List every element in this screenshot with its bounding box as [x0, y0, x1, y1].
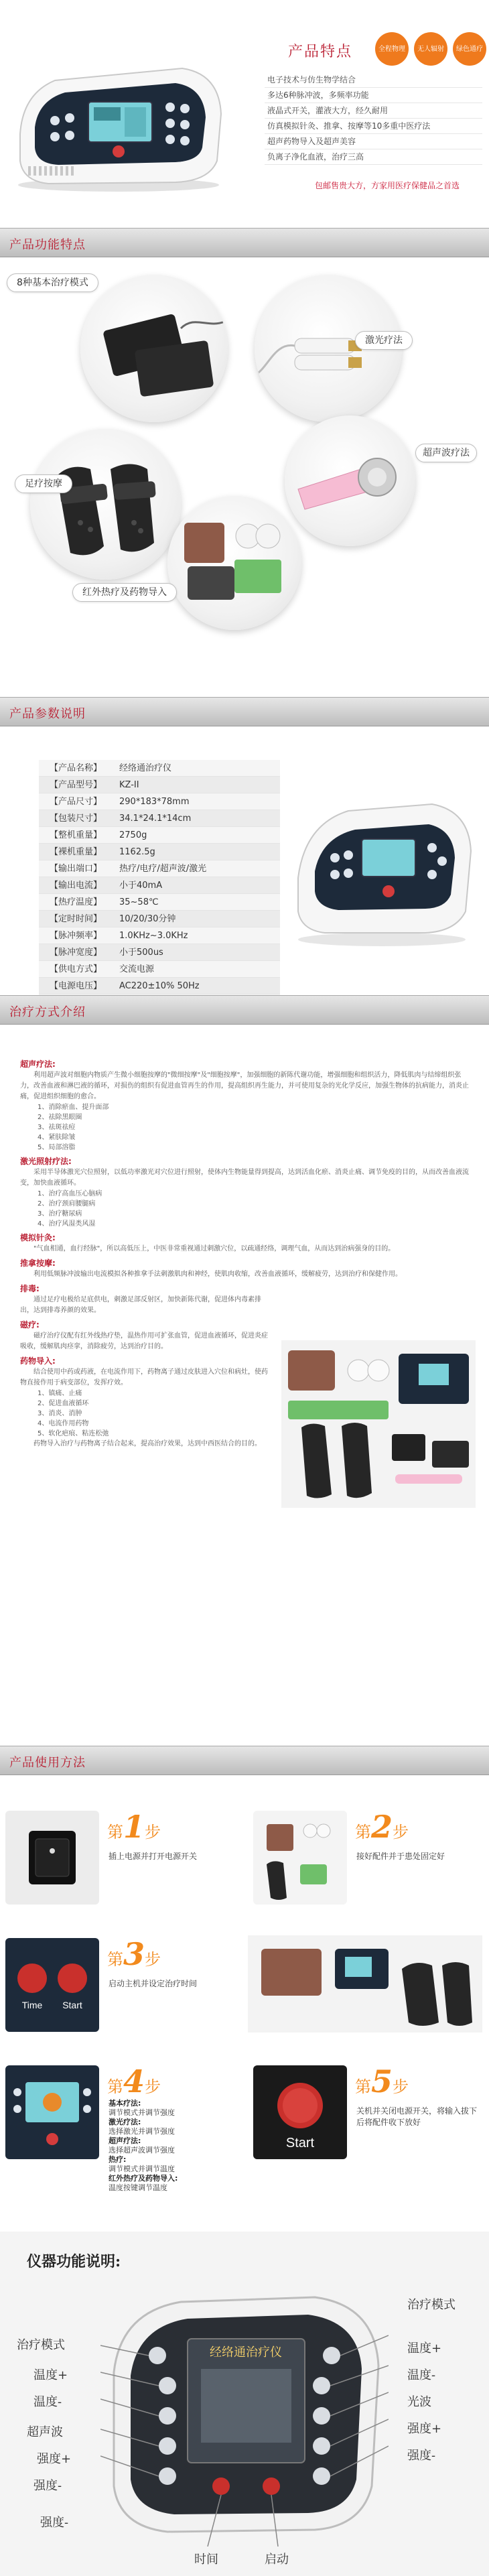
svg-text:Time: Time: [21, 2000, 43, 2010]
therapy-accessories-image: [281, 1340, 476, 1508]
infrared-pad-image: [167, 496, 301, 630]
section-title: 产品功能特点: [9, 238, 86, 252]
start-button-image: [253, 2065, 347, 2159]
therapy-device-image: [8, 54, 229, 194]
step-number: 第5步: [355, 2063, 409, 2100]
panel-title: 仪器功能说明:: [27, 2253, 121, 2270]
hero-slogan: 包邮售贵大方，方家用医疗保健品之首选: [315, 181, 460, 190]
param-row: 【输出电流】 小于40mA: [39, 877, 280, 894]
therapy-item: 2、祛除黑眼圈: [38, 1114, 82, 1121]
panel-label-left: 强度-: [40, 2516, 69, 2530]
device-screen-image: [5, 2065, 99, 2159]
params-table: [39, 760, 280, 1011]
hero-feature: 负离子净化血液，治疗三高: [265, 149, 482, 165]
therapy-section: [0, 1035, 489, 1739]
therapy-item: 1、消除瘀血、提升面部: [38, 1104, 109, 1111]
params-section: [0, 737, 489, 991]
param-device-image: [285, 764, 479, 952]
panel-label-right: 温度+: [407, 2341, 442, 2356]
step-3-photo: [248, 1929, 486, 2036]
panel-label-left: 温度+: [33, 2368, 68, 2382]
therapy-item: 3、消炎、消肿: [38, 1410, 82, 1417]
step-description: 插上电源并打开电源开关: [109, 1852, 198, 1861]
panel-label-bottom: 启动: [265, 2553, 289, 2567]
param-row: 【定时时间】 10/20/30分钟: [39, 911, 280, 927]
panel-label-right: 强度-: [407, 2449, 436, 2463]
therapy-paragraph: 结合使用中药或药液，在电流作用下，药物离子通过皮肤进入穴位和病灶，使药物直接作用于病变部位，发挥疗效。: [20, 1368, 268, 1387]
badge-no-radiation: 无人辐射: [414, 32, 447, 66]
step-4: [0, 2056, 238, 2190]
hero-feature: 超声药物导入及超声美容: [265, 134, 482, 149]
therapy-item: 1、治疗高血压心脑病: [38, 1190, 102, 1198]
param-row: 【脉冲宽度】 小于500us: [39, 944, 280, 961]
therapy-heading: 磁疗:: [20, 1320, 40, 1330]
param-row: 【整机重量】 2750g: [39, 827, 280, 844]
section-header-usage: [0, 1746, 489, 1775]
param-row: 【供电方式】 交流电源: [39, 961, 280, 978]
therapy-item: 2、治疗颈肩腰腿病: [38, 1200, 96, 1208]
panel-label-right: 温度-: [407, 2368, 436, 2382]
therapy-item: 4、治疗风湿类风湿: [38, 1220, 96, 1228]
feature-label-infrared: 红外热疗及药物导入: [72, 583, 177, 602]
panel-label-right: 治疗模式: [407, 2298, 456, 2312]
therapy-heading: 排毒:: [20, 1284, 40, 1293]
hero-feature: 仿真模拟针灸、推拿、按摩等10多重中医疗法: [265, 119, 482, 134]
section-title: 产品参数说明: [9, 707, 86, 721]
param-row: 【输出端口】 热疗/电疗/超声波/激光: [39, 860, 280, 877]
hero-feature: 多达6种脉冲波，多频率功能: [265, 88, 482, 103]
param-row: 【产品尺寸】 290*183*78mm: [39, 793, 280, 810]
panel-label-left: 治疗模式: [17, 2338, 65, 2352]
hero-feature-list: [265, 72, 482, 165]
feature-label-ultrasound: 超声波疗法: [415, 444, 477, 462]
svg-text:经络通治疗仪: 经络通治疗仪: [210, 2345, 282, 2360]
therapy-heading: 模拟针灸:: [20, 1233, 56, 1242]
hero-feature: 电子技术与仿生物学结合: [265, 72, 482, 88]
therapy-heading: 药物导入:: [20, 1356, 56, 1366]
step-5: [248, 2056, 486, 2163]
param-row: 【热疗温度】 35~58℃: [39, 894, 280, 911]
param-row: 【产品型号】 KZ-II: [39, 777, 280, 793]
param-row: 【裸机重量】 1162.5g: [39, 844, 280, 860]
therapy-paragraph: 药物导入治疗与药物离子结合起来，提高治疗效果，达到中西医结合的目的。: [33, 1440, 261, 1447]
step-description: 接好配件并于患处固定好: [356, 1852, 445, 1861]
ultrasound-probe-image: [285, 415, 415, 546]
therapy-item: 5、软化疤痕、粘连松弛: [38, 1430, 109, 1437]
power-switch-image: [5, 1811, 99, 1905]
panel-diagram-section: [0, 2232, 489, 2576]
param-row: 【包装尺寸】 34.1*24.1*14cm: [39, 810, 280, 827]
therapy-item: 2、促进血液循环: [38, 1400, 89, 1407]
param-row: 【产品名称】 经络通治疗仪: [39, 760, 280, 777]
param-row: 【电源电压】 AC220±10% 50Hz: [39, 978, 280, 994]
feature-label-modes: 8种基本治疗模式: [7, 273, 98, 292]
panel-label-bottom: 时间: [194, 2553, 218, 2567]
features-section: [0, 268, 489, 650]
step-2: [248, 1801, 486, 1909]
step-number: 第1步: [107, 1809, 161, 1845]
panel-label-right: 强度+: [407, 2422, 442, 2436]
treatment-photo: [248, 1929, 482, 2036]
panel-label-right: 光波: [407, 2395, 431, 2409]
badge-group: [375, 32, 486, 66]
section-title: 治疗方式介绍: [9, 1005, 86, 1019]
therapy-paragraph: 采用半导体激光穴位照射，以低功率激光对穴位进行照射，使体内生物能量得到提高，达到活血化瘀、消炎止痛、调节免疫的目的，从而改善血液流变，加快血液循环。: [20, 1169, 469, 1187]
therapy-item: 3、祛斑祛痘: [38, 1124, 76, 1131]
therapy-heading: 激光照射疗法:: [20, 1157, 72, 1166]
time-button-image: [5, 1938, 99, 2032]
accessories-image: [253, 1811, 347, 1905]
panel-label-left: 强度-: [33, 2479, 62, 2493]
step-number: 第3步: [107, 1936, 161, 1972]
badge-physical: 全程物理: [375, 32, 409, 66]
section-title: 产品使用方法: [9, 1756, 86, 1770]
therapy-heading: 超声疗法:: [20, 1059, 56, 1069]
hero-title: 产品特点: [288, 44, 353, 60]
hero-section: [0, 0, 489, 213]
step-3: [0, 1929, 238, 2036]
therapy-paragraph: 磁疗治疗仪配有红外线热疗垫，温热作用可扩张血管，促进血液循环，促进炎症吸收，缓解肌肉痉挛，消除疲劳，达到治疗目的。: [20, 1332, 268, 1350]
step-1: [0, 1801, 238, 1909]
therapy-item: 5、局部溶脂: [38, 1144, 76, 1151]
therapy-paragraph: 利用低频脉冲波输出电流模拟各种推拿手法刺激肌肉和神经，使肌肉收缩，改善血液循环，缓解疲劳，达到治疗和保健作用。: [33, 1271, 402, 1278]
panel-label-left: 温度-: [33, 2395, 62, 2409]
badge-green: 绿色通疗: [453, 32, 486, 66]
step-description: 基本疗法: 调节模式并调节强度 激光疗法: 选择激光并调节强度 超声疗法: 选择超声波调节强度 热疗: 调节模式并调节温度 红外热疗及药物导入: 温度按键调节温度: [109, 2099, 178, 2192]
hero-feature: 液晶式开关，灌液大方，经久耐用: [265, 103, 482, 119]
section-header-therapy: [0, 995, 489, 1025]
section-header-params: [0, 697, 489, 726]
svg-text:Start: Start: [285, 2136, 315, 2150]
step-number: 第2步: [355, 1809, 409, 1845]
foot-massage-image: [30, 429, 181, 580]
control-panel-image: [100, 2285, 389, 2547]
therapy-paragraph: 利用超声波对细胞内物质产生微小细胞按摩的"微细按摩"及"细胞按摩"，加强细胞的新陈代谢功能，增强细胞和组织活力，降低肌肉与结缔组织张力，改善血液和淋巴液的循环，对损伤的组织有促进血管再生的作用，提高组织再生能力，并可使用复杂的光化学反应，加强生物体的抗病能力，消炎止痛，促进组织细胞的愈合。: [20, 1072, 469, 1100]
electrode-pad-image: [80, 275, 228, 422]
panel-label-left: 超声波: [27, 2425, 63, 2439]
feature-label-laser: 激光疗法: [355, 331, 413, 350]
svg-text:Start: Start: [62, 2000, 82, 2010]
therapy-item: 4、电流作用药物: [38, 1420, 89, 1427]
panel-label-left: 强度+: [37, 2452, 72, 2466]
therapy-item: 1、镇痛、止痛: [38, 1390, 82, 1397]
feature-label-foot-massage: 足疗按摩: [15, 474, 72, 493]
therapy-heading: 推拿按摩:: [20, 1259, 56, 1268]
therapy-item: 4、紧肤除皱: [38, 1134, 76, 1141]
therapy-paragraph: 通过足疗电极给足底供电，刺激足部反射区，加快新陈代谢，促进体内毒素排出，达到排毒养颜的效果。: [20, 1296, 261, 1314]
section-header-features: [0, 228, 489, 257]
therapy-item: 3、治疗糖尿病: [38, 1210, 82, 1218]
step-description: 关机并关闭电源开关，将输入拔下后将配件收下放好: [356, 2106, 478, 2127]
step-description: 启动主机并设定治疗时间: [109, 1979, 198, 1988]
step-number: 第4步: [107, 2063, 161, 2100]
therapy-paragraph: "气血相通，血行经脉"，所以高低压上，中医非常重视通过刺激穴位，以疏通经络，调理气血，从而达到治病强身的目的。: [33, 1245, 395, 1252]
param-row: 【脉冲频率】 1.0KHz~3.0KHz: [39, 927, 280, 944]
